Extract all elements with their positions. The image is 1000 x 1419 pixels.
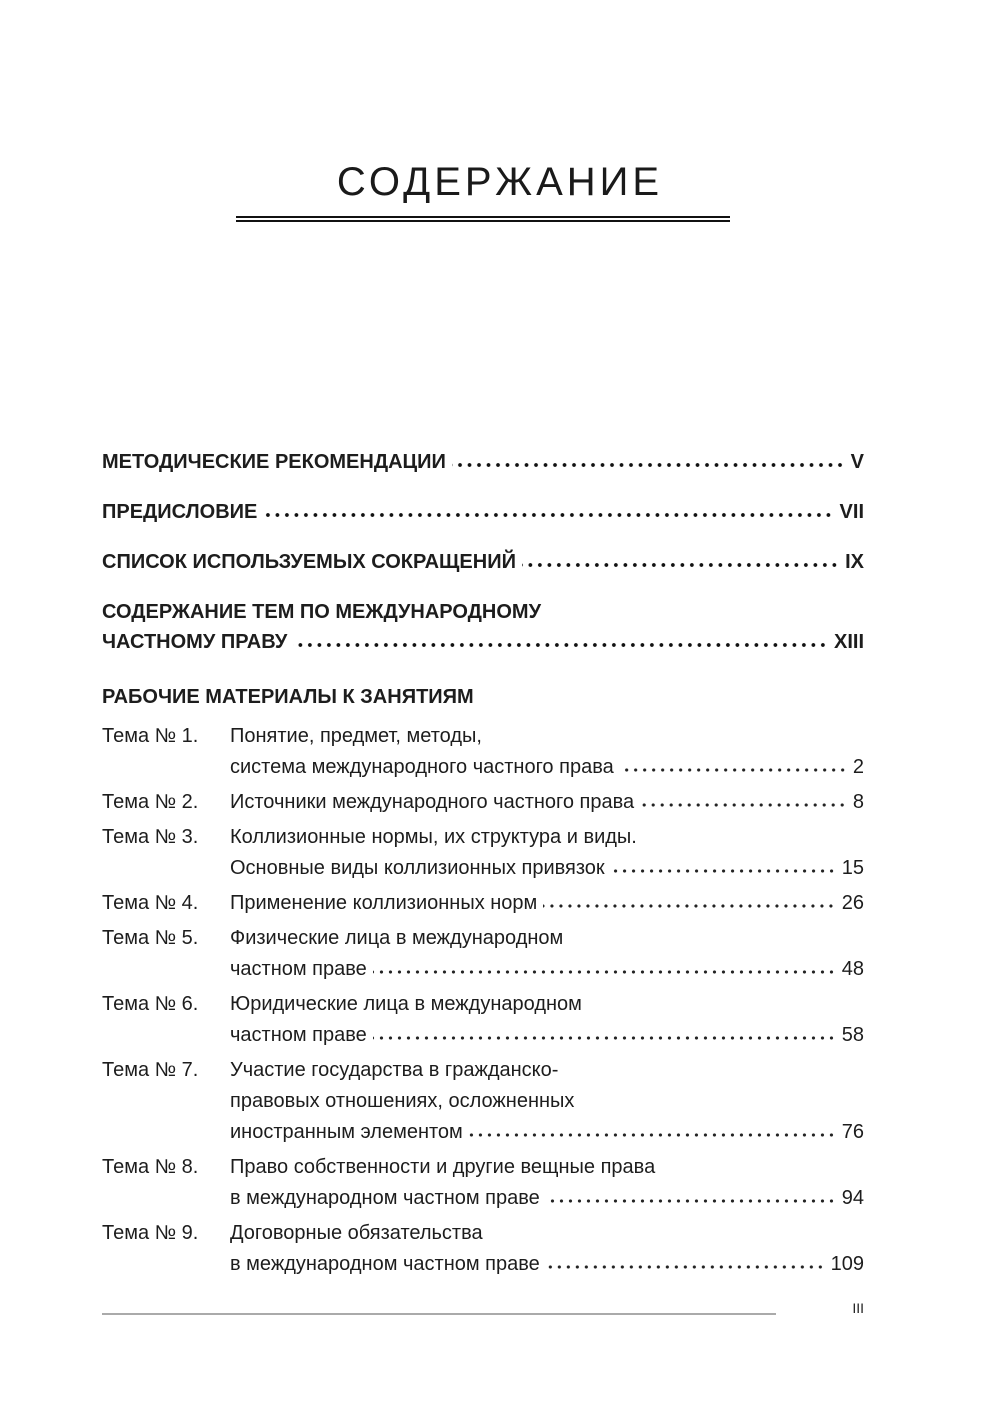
entry-line: в международном частном праве bbox=[230, 1253, 540, 1275]
entry-line: Основные виды коллизионных привязок bbox=[230, 857, 605, 879]
topic-title bbox=[230, 1152, 864, 1214]
dot-leader bbox=[640, 802, 847, 808]
page-ref[interactable]: 94 bbox=[841, 1187, 864, 1209]
entry-line: Юридические лица в международном bbox=[230, 993, 582, 1015]
dot-leader bbox=[546, 1264, 825, 1270]
dot-leader bbox=[522, 562, 839, 568]
dot-leader bbox=[620, 767, 847, 773]
dot-leader bbox=[469, 1132, 836, 1138]
table-of-contents bbox=[102, 447, 864, 1284]
entry-last-line bbox=[230, 853, 864, 884]
page-ref[interactable]: 48 bbox=[841, 958, 864, 980]
topic-label: Тема № 1. bbox=[102, 725, 199, 747]
topic-label: Тема № 3. bbox=[102, 826, 199, 848]
toc-section-entry[interactable] bbox=[102, 547, 864, 577]
entry-line: Договорные обязательства bbox=[230, 1222, 483, 1244]
page-ref[interactable]: 58 bbox=[841, 1024, 864, 1046]
dot-leader bbox=[452, 462, 845, 468]
topic-title bbox=[230, 721, 864, 783]
entry-line: иностранным элементом bbox=[230, 1121, 463, 1143]
materials-heading: РАБОЧИЕ МАТЕРИАЛЫ К ЗАНЯТИЯМ bbox=[102, 686, 474, 708]
page-ref[interactable]: XIII bbox=[833, 631, 864, 653]
page-ref[interactable]: 8 bbox=[852, 791, 864, 813]
topic-label: Тема № 5. bbox=[102, 927, 199, 949]
toc-topic-entry[interactable] bbox=[102, 888, 864, 919]
topic-title bbox=[230, 1218, 864, 1280]
dot-leader bbox=[546, 1198, 836, 1204]
topic-label: Тема № 6. bbox=[102, 993, 199, 1015]
toc-section-entry[interactable] bbox=[102, 497, 864, 527]
entry-last-line bbox=[230, 888, 864, 919]
topic-title bbox=[230, 888, 864, 919]
topic-title bbox=[230, 822, 864, 884]
topic-label: Тема № 9. bbox=[102, 1222, 199, 1244]
dot-leader bbox=[611, 868, 836, 874]
dot-leader bbox=[373, 1035, 836, 1041]
page-ref[interactable]: VII bbox=[839, 501, 864, 523]
entry-last-line bbox=[102, 627, 864, 657]
dot-leader bbox=[263, 512, 833, 518]
page-ref[interactable]: V bbox=[850, 451, 864, 473]
entry-line: в международном частном праве bbox=[230, 1187, 540, 1209]
entry-last-line bbox=[230, 752, 864, 783]
page-ref[interactable]: 109 bbox=[830, 1253, 864, 1275]
page-title: СОДЕРЖАНИЕ bbox=[336, 160, 664, 204]
entry-last-line bbox=[230, 1020, 864, 1051]
entry-line: СПИСОК ИСПОЛЬЗУЕМЫХ СОКРАЩЕНИЙ bbox=[102, 551, 516, 573]
toc-topic-entry[interactable] bbox=[102, 1152, 864, 1214]
entry-line: ПРЕДИСЛОВИЕ bbox=[102, 501, 258, 523]
topic-title bbox=[230, 989, 864, 1051]
entry-line: Коллизионные нормы, их структура и виды. bbox=[230, 826, 637, 848]
toc-section-entry[interactable] bbox=[102, 447, 864, 477]
page-ref[interactable]: IX bbox=[845, 551, 864, 573]
footer-rule bbox=[102, 1313, 776, 1315]
entry-line: частном праве bbox=[230, 1024, 367, 1046]
topic-label: Тема № 7. bbox=[102, 1059, 199, 1081]
page-ref[interactable]: 2 bbox=[852, 756, 864, 778]
entry-line: Применение коллизионных норм bbox=[230, 892, 538, 914]
entry-line: Участие государства в гражданско- bbox=[230, 1059, 559, 1081]
toc-topic-entry[interactable] bbox=[102, 721, 864, 783]
dot-leader bbox=[543, 903, 835, 909]
toc-topic-entry[interactable] bbox=[102, 1055, 864, 1148]
topic-label: Тема № 8. bbox=[102, 1156, 199, 1178]
entry-last-line bbox=[230, 1183, 864, 1214]
entry-last-line bbox=[102, 497, 864, 527]
dot-leader bbox=[373, 969, 836, 975]
entry-last-line bbox=[230, 954, 864, 985]
entry-line: правовых отношениях, осложненных bbox=[230, 1090, 575, 1112]
title-rule-bottom bbox=[236, 220, 730, 222]
page-number: III bbox=[852, 1300, 864, 1316]
entry-last-line bbox=[230, 1249, 864, 1280]
entry-last-line bbox=[102, 547, 864, 577]
topic-title bbox=[230, 787, 864, 818]
entry-line: Право собственности и другие вещные права bbox=[230, 1156, 656, 1178]
toc-topic-entry[interactable] bbox=[102, 989, 864, 1051]
entry-last-line bbox=[230, 787, 864, 818]
toc-topic-entry[interactable] bbox=[102, 923, 864, 985]
page-ref[interactable]: 76 bbox=[841, 1121, 864, 1143]
entry-line: Источники международного частного права bbox=[230, 791, 635, 813]
topic-label: Тема № 4. bbox=[102, 892, 199, 914]
dot-leader bbox=[293, 642, 828, 648]
entry-line: частном праве bbox=[230, 958, 367, 980]
entry-line: Понятие, предмет, методы, bbox=[230, 725, 482, 747]
toc-topic-entry[interactable] bbox=[102, 1218, 864, 1280]
topic-title bbox=[230, 1055, 864, 1148]
page-ref[interactable]: 26 bbox=[841, 892, 864, 914]
topic-label: Тема № 2. bbox=[102, 791, 199, 813]
entry-line: СОДЕРЖАНИЕ ТЕМ ПО МЕЖДУНАРОДНОМУ bbox=[102, 601, 542, 623]
entry-line: система международного частного права bbox=[230, 756, 614, 778]
entry-line: МЕТОДИЧЕСКИЕ РЕКОМЕНДАЦИИ bbox=[102, 451, 446, 473]
entry-last-line bbox=[230, 1117, 864, 1148]
toc-topic-entry[interactable] bbox=[102, 787, 864, 818]
entry-line: Физические лица в международном bbox=[230, 927, 564, 949]
topic-title bbox=[230, 923, 864, 985]
entry-line: ЧАСТНОМУ ПРАВУ bbox=[102, 631, 288, 653]
page-ref[interactable]: 15 bbox=[841, 857, 864, 879]
title-rule-top bbox=[236, 216, 730, 218]
toc-section-entry[interactable] bbox=[102, 597, 864, 657]
entry-last-line bbox=[102, 447, 864, 477]
toc-topic-entry[interactable] bbox=[102, 822, 864, 884]
